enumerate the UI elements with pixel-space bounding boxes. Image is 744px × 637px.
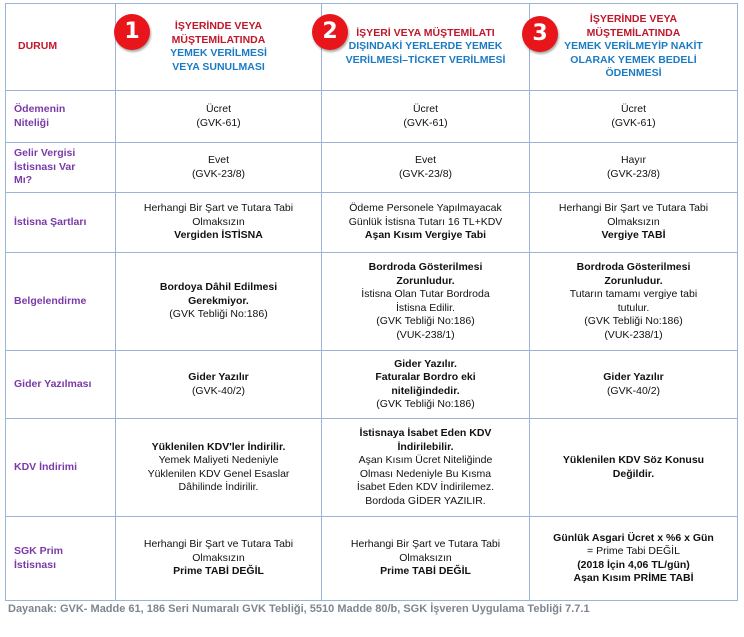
column-header-2 — [322, 4, 530, 91]
table-cell — [322, 351, 530, 419]
cell-line: Aşan Kısım Vergiye Tabi — [364, 229, 487, 242]
cell-line: İsabet Eden KDV İndirilemez. — [356, 481, 495, 493]
header-blue-line: YEMEK VERİLMEYİP NAKİT — [564, 40, 703, 53]
table-cell — [322, 193, 530, 253]
cell-line: Gider Yazılır. — [394, 357, 457, 370]
cell-line: İstisnaya İsabet Eden KDV — [359, 427, 492, 439]
cell-line: Bordoya Dâhil Edilmesi — [159, 281, 278, 294]
row-label-line: SGK Prim — [14, 545, 64, 557]
cell-line: İndirilebilir. — [397, 440, 454, 453]
table-cell — [530, 143, 738, 193]
table-cell — [116, 91, 322, 143]
cell-line: Ücret — [205, 103, 232, 115]
cell-line: Bordroda Gösterilmesi — [576, 261, 691, 273]
cell-line: Yemek Maliyeti Nedeniyle — [158, 454, 279, 466]
cell-line: Yüklenilen KDV Söz Konusu — [562, 454, 705, 466]
number-badge-2: 2 — [312, 14, 348, 50]
table-cell — [530, 419, 738, 517]
cell-line: Gider Yazılır — [603, 371, 664, 383]
cell-line: (GVK-61) — [611, 116, 656, 129]
cell-line: Evet — [414, 154, 436, 166]
cell-line: = Prime Tabi DEĞİL — [587, 545, 680, 557]
cell-line: (GVK Tebliği No:186) — [376, 398, 475, 410]
row-label — [6, 143, 116, 193]
table-cell — [530, 517, 738, 601]
row-label-line: İstisnası Var — [14, 160, 76, 173]
cell-line: Değildir. — [612, 467, 655, 480]
cell-line: (GVK-61) — [196, 116, 241, 129]
comparison-table — [5, 3, 738, 601]
table-cell — [530, 351, 738, 419]
table-cell — [322, 253, 530, 351]
cell-line: tutulur. — [617, 301, 650, 314]
cell-line: Faturalar Bordro eki — [375, 371, 476, 383]
table-cell — [322, 419, 530, 517]
cell-line: (GVK-23/8) — [398, 167, 453, 180]
row-label — [6, 351, 116, 419]
cell-line: Prime TABİ DEĞİL — [380, 565, 471, 578]
table-cell — [116, 517, 322, 601]
row-label-line: İstisna Şartları — [14, 215, 87, 228]
header-red-line: MÜŞTEMİLATINDA — [171, 33, 266, 46]
cell-line: Ücret — [412, 103, 439, 115]
header-blue-line: ÖDENMESİ — [605, 67, 662, 80]
cell-line: Olmaksızın — [192, 551, 245, 564]
cell-line: (GVK-23/8) — [191, 167, 246, 180]
cell-line: Vergiden İSTİSNA — [174, 229, 263, 242]
cell-line: Ödeme Personele Yapılmayacak — [349, 202, 502, 215]
column-header-3 — [530, 4, 738, 91]
header-red-line: MÜŞTEMİLATINDA — [586, 26, 681, 39]
row-label-line: Mı? — [14, 174, 33, 187]
row-label — [6, 253, 116, 351]
cell-line: (2018 İçin 4,06 TL/gün) — [577, 558, 690, 571]
cell-line: (GVK-40/2) — [191, 384, 246, 397]
table-row — [6, 143, 738, 193]
cell-line: Evet — [207, 154, 229, 166]
cell-line: Gider Yazılır — [188, 371, 249, 383]
table-row — [6, 253, 738, 351]
cell-line: İstisna Olan Tutar Bordroda — [361, 288, 490, 300]
header-blue-line: DIŞINDAKİ YERLERDE YEMEK — [348, 40, 503, 53]
cell-line: Aşan Kısım Ücret Niteliğinde — [358, 454, 493, 466]
row-label-line: Gider Yazılması — [14, 377, 92, 390]
cell-line: Olmaksızın — [192, 215, 245, 228]
cell-line: İstisna Edilir. — [396, 301, 455, 314]
row-label-line: İstisnası — [14, 558, 57, 571]
header-red-line: İŞYERİNDE VEYA — [174, 20, 263, 32]
table-cell — [322, 91, 530, 143]
cell-line: Dâhilinde İndirilir. — [178, 481, 259, 493]
number-badge-3: 3 — [522, 16, 558, 52]
table-cell — [322, 517, 530, 601]
table-cell — [116, 419, 322, 517]
table-cell — [322, 143, 530, 193]
column-header-1 — [116, 4, 322, 91]
corner-label: DURUM — [6, 4, 116, 91]
header-red-line: İŞYERİ VEYA MÜŞTEMİLATI — [356, 26, 495, 39]
header-blue-line: OLARAK YEMEK BEDELİ — [570, 53, 697, 66]
row-label-line: Ödemenin — [14, 103, 66, 115]
cell-line: Bordroda Gösterilmesi — [368, 261, 483, 273]
table-cell — [116, 253, 322, 351]
row-label — [6, 419, 116, 517]
cell-line: Tutarın tamamı vergiye tabi — [569, 288, 698, 300]
cell-line: Yüklenilen KDV'ler İndirilir. — [151, 440, 286, 453]
table-cell — [530, 193, 738, 253]
cell-line: Günlük Asgari Ücret x %6 x Gün — [553, 531, 714, 544]
table-cell — [116, 143, 322, 193]
cell-line: niteliğindedir. — [391, 384, 460, 397]
table-cell — [116, 351, 322, 419]
table-row — [6, 91, 738, 143]
table-row — [6, 517, 738, 601]
cell-line: Prime TABİ DEĞİL — [173, 565, 264, 578]
table-cell — [530, 253, 738, 351]
cell-line: Olmaksızın — [399, 551, 452, 564]
cell-line: (GVK Tebliği No:186) — [584, 315, 683, 327]
row-label-line: KDV İndirimi — [14, 460, 78, 473]
cell-line: (VUK-238/1) — [604, 328, 663, 341]
row-label-line: Niteliği — [14, 116, 50, 129]
cell-line: Herhangi Bir Şart ve Tutara Tabi — [143, 538, 294, 551]
table-row — [6, 419, 738, 517]
cell-line: (GVK-61) — [403, 116, 448, 129]
cell-line: Olmaksızın — [607, 215, 660, 228]
cell-line: Aşan Kısım PRİME TABİ — [573, 572, 694, 584]
cell-line: Olması Nedeniyle Bu Kısma — [359, 467, 492, 480]
cell-line: Herhangi Bir Şart ve Tutara Tabi — [350, 538, 501, 551]
cell-line: (GVK-40/2) — [606, 384, 661, 397]
cell-line: (GVK Tebliği No:186) — [376, 315, 475, 327]
cell-line: Herhangi Bir Şart ve Tutara Tabi — [143, 202, 294, 215]
table-cell — [116, 193, 322, 253]
cell-line: Ücret — [620, 103, 647, 115]
row-label-line: Belgelendirme — [14, 294, 87, 307]
header-red-line: İŞYERİNDE VEYA — [589, 13, 678, 26]
cell-line: (GVK-23/8) — [606, 167, 661, 180]
header-blue-line: YEMEK VERİLMESİ — [170, 47, 267, 59]
cell-line: Zorunludur. — [604, 274, 663, 287]
cell-line: Vergiye TABİ — [601, 229, 666, 242]
cell-line: (GVK Tebliği No:186) — [169, 308, 268, 321]
header-blue-line: VERİLMESİ–TİCKET VERİLMESİ — [345, 53, 506, 66]
cell-line: Günlük İstisna Tutarı 16 TL+KDV — [348, 215, 503, 228]
table-row — [6, 193, 738, 253]
row-label-line: Gelir Vergisi — [14, 147, 76, 160]
header-row — [6, 4, 738, 91]
cell-line: (VUK-238/1) — [396, 328, 455, 341]
row-label — [6, 193, 116, 253]
cell-line: Zorunludur. — [396, 274, 455, 287]
cell-line: Bordoda GİDER YAZILIR. — [365, 494, 486, 507]
number-badge-1: 1 — [114, 14, 150, 50]
cell-line: Herhangi Bir Şart ve Tutara Tabi — [558, 202, 709, 215]
header-blue-line: VEYA SUNULMASI — [172, 60, 265, 73]
cell-line: Gerekmiyor. — [188, 294, 249, 307]
row-label — [6, 91, 116, 143]
table-row — [6, 351, 738, 419]
table-cell — [530, 91, 738, 143]
source-note: Dayanak: GVK- Madde 61, 186 Seri Numaralı GVK Tebliği, 5510 Madde 80/b, SGK İşveren Uygulama Tebliği 7.7.1 — [8, 603, 590, 615]
cell-line: Hayır — [620, 154, 647, 166]
cell-line: Yüklenilen KDV Genel Esaslar — [147, 467, 290, 480]
row-label — [6, 517, 116, 601]
